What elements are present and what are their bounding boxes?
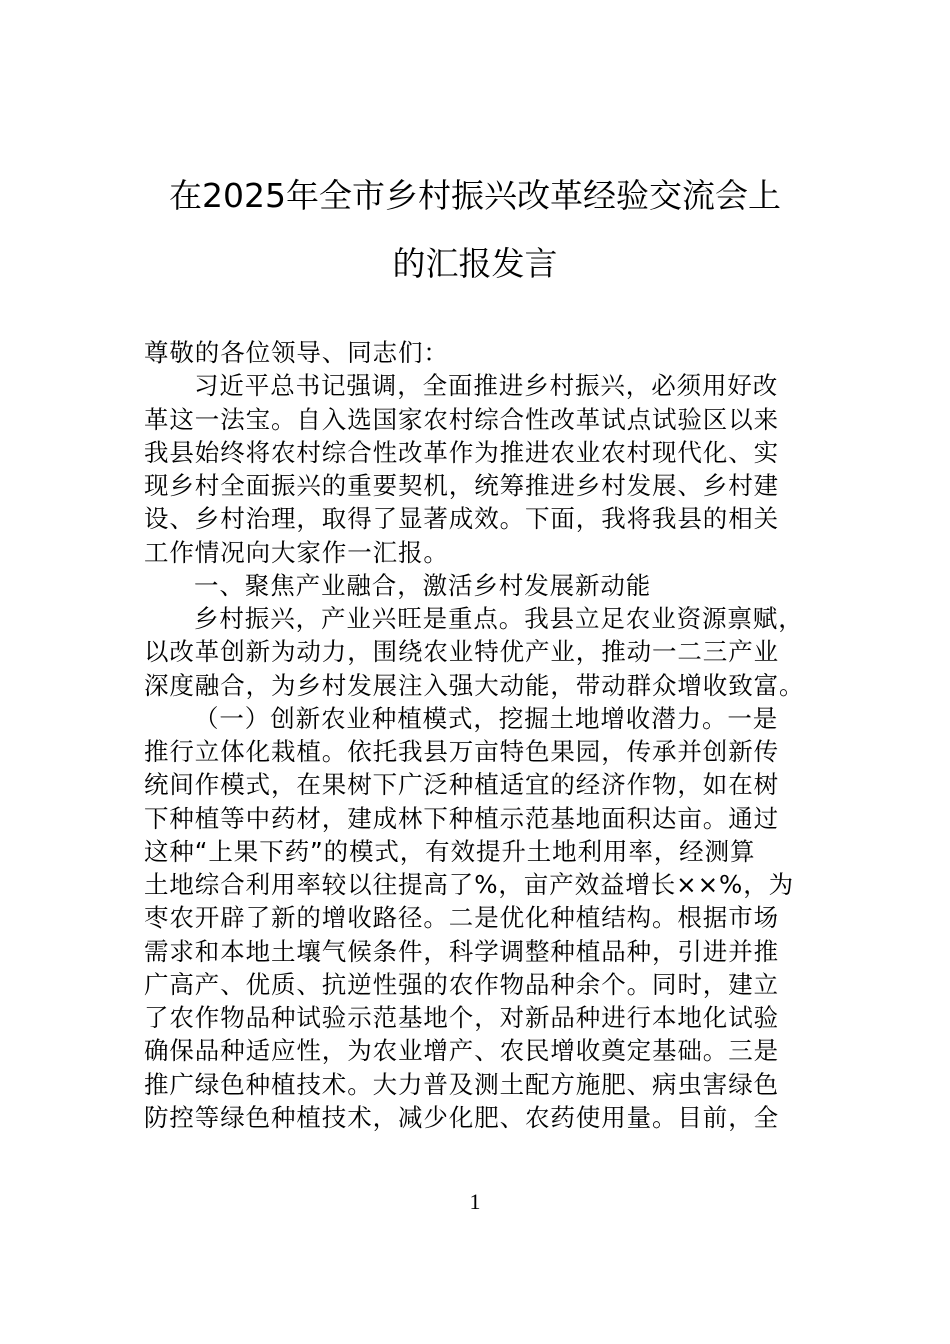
paragraph-line: 统间作模式，在果树下广泛种植适宜的经济作物，如在树 bbox=[144, 770, 779, 800]
document-body bbox=[144, 336, 814, 1134]
salutation: 尊敬的各位领导、同志们： bbox=[144, 338, 449, 367]
paragraph-line: 枣农开辟了新的增收路径。二是优化种植结构。根据市场 bbox=[144, 903, 779, 933]
paragraph-line: 这种“上果下药”的模式，有效提升土地利用率，经测算 bbox=[144, 836, 756, 866]
paragraph-line: 推广绿色种植技术。大力普及测土配方施肥、病虫害绿色 bbox=[144, 1069, 779, 1099]
paragraph-line: 广高产、优质、抗逆性强的农作物品种余个。同时，建立 bbox=[144, 969, 779, 999]
paragraph-line: 防控等绿色种植技术，减少化肥、农药使用量。目前，全 bbox=[144, 1102, 779, 1132]
paragraph-line: 革这一法宝。自入选国家农村综合性改革试点试验区以来 bbox=[144, 404, 779, 434]
paragraph-line: 乡村振兴，产业兴旺是重点。我县立足农业资源禀赋， bbox=[194, 604, 804, 633]
paragraph-line: 工作情况向大家作一汇报。 bbox=[144, 537, 449, 567]
paragraph-line: 确保品种适应性，为农业增产、农民增收奠定基础。三是 bbox=[144, 1036, 779, 1066]
paragraph-line: 了农作物品种试验示范基地个，对新品种进行本地化试验 bbox=[144, 1003, 779, 1032]
paragraph-line: 下种植等中药材，建成林下种植示范基地面积达亩。通过 bbox=[144, 803, 779, 833]
subsection-line: （一）创新农业种植模式，挖掘土地增收潜力。一是 bbox=[194, 703, 779, 733]
paragraph-line: 以改革创新为动力，围绕农业特优产业，推动一二三产业 bbox=[144, 637, 779, 667]
document-title-line-2: 的汇报发言 bbox=[392, 244, 558, 283]
paragraph-line: 推行立体化栽植。依托我县万亩特色果园，传承并创新传 bbox=[144, 737, 779, 766]
paragraph-line: 设、乡村治理，取得了显著成效。下面，我将我县的相关 bbox=[144, 504, 779, 534]
document-title-line-1: 在2025年全市乡村振兴改革经验交流会上 bbox=[169, 176, 781, 215]
paragraph-line: 深度融合，为乡村发展注入强大动能，带动群众增收致富。 bbox=[144, 670, 805, 700]
section-heading: 一、聚焦产业融合，激活乡村发展新动能 bbox=[194, 570, 652, 600]
paragraph-line: 需求和本地土壤气候条件，科学调整种植品种，引进并推 bbox=[144, 936, 779, 966]
page-number: 1 bbox=[469, 1189, 481, 1214]
paragraph-line: 我县始终将农村综合性改革作为推进农业农村现代化、实 bbox=[144, 437, 779, 467]
paragraph-line: 习近平总书记强调，全面推进乡村振兴，必须用好改 bbox=[194, 371, 779, 401]
paragraph-line: 现乡村全面振兴的重要契机，统筹推进乡村发展、乡村建 bbox=[144, 471, 779, 500]
paragraph-line: 土地综合利用率较以往提高了%，亩产效益增长××%，为 bbox=[144, 870, 795, 899]
